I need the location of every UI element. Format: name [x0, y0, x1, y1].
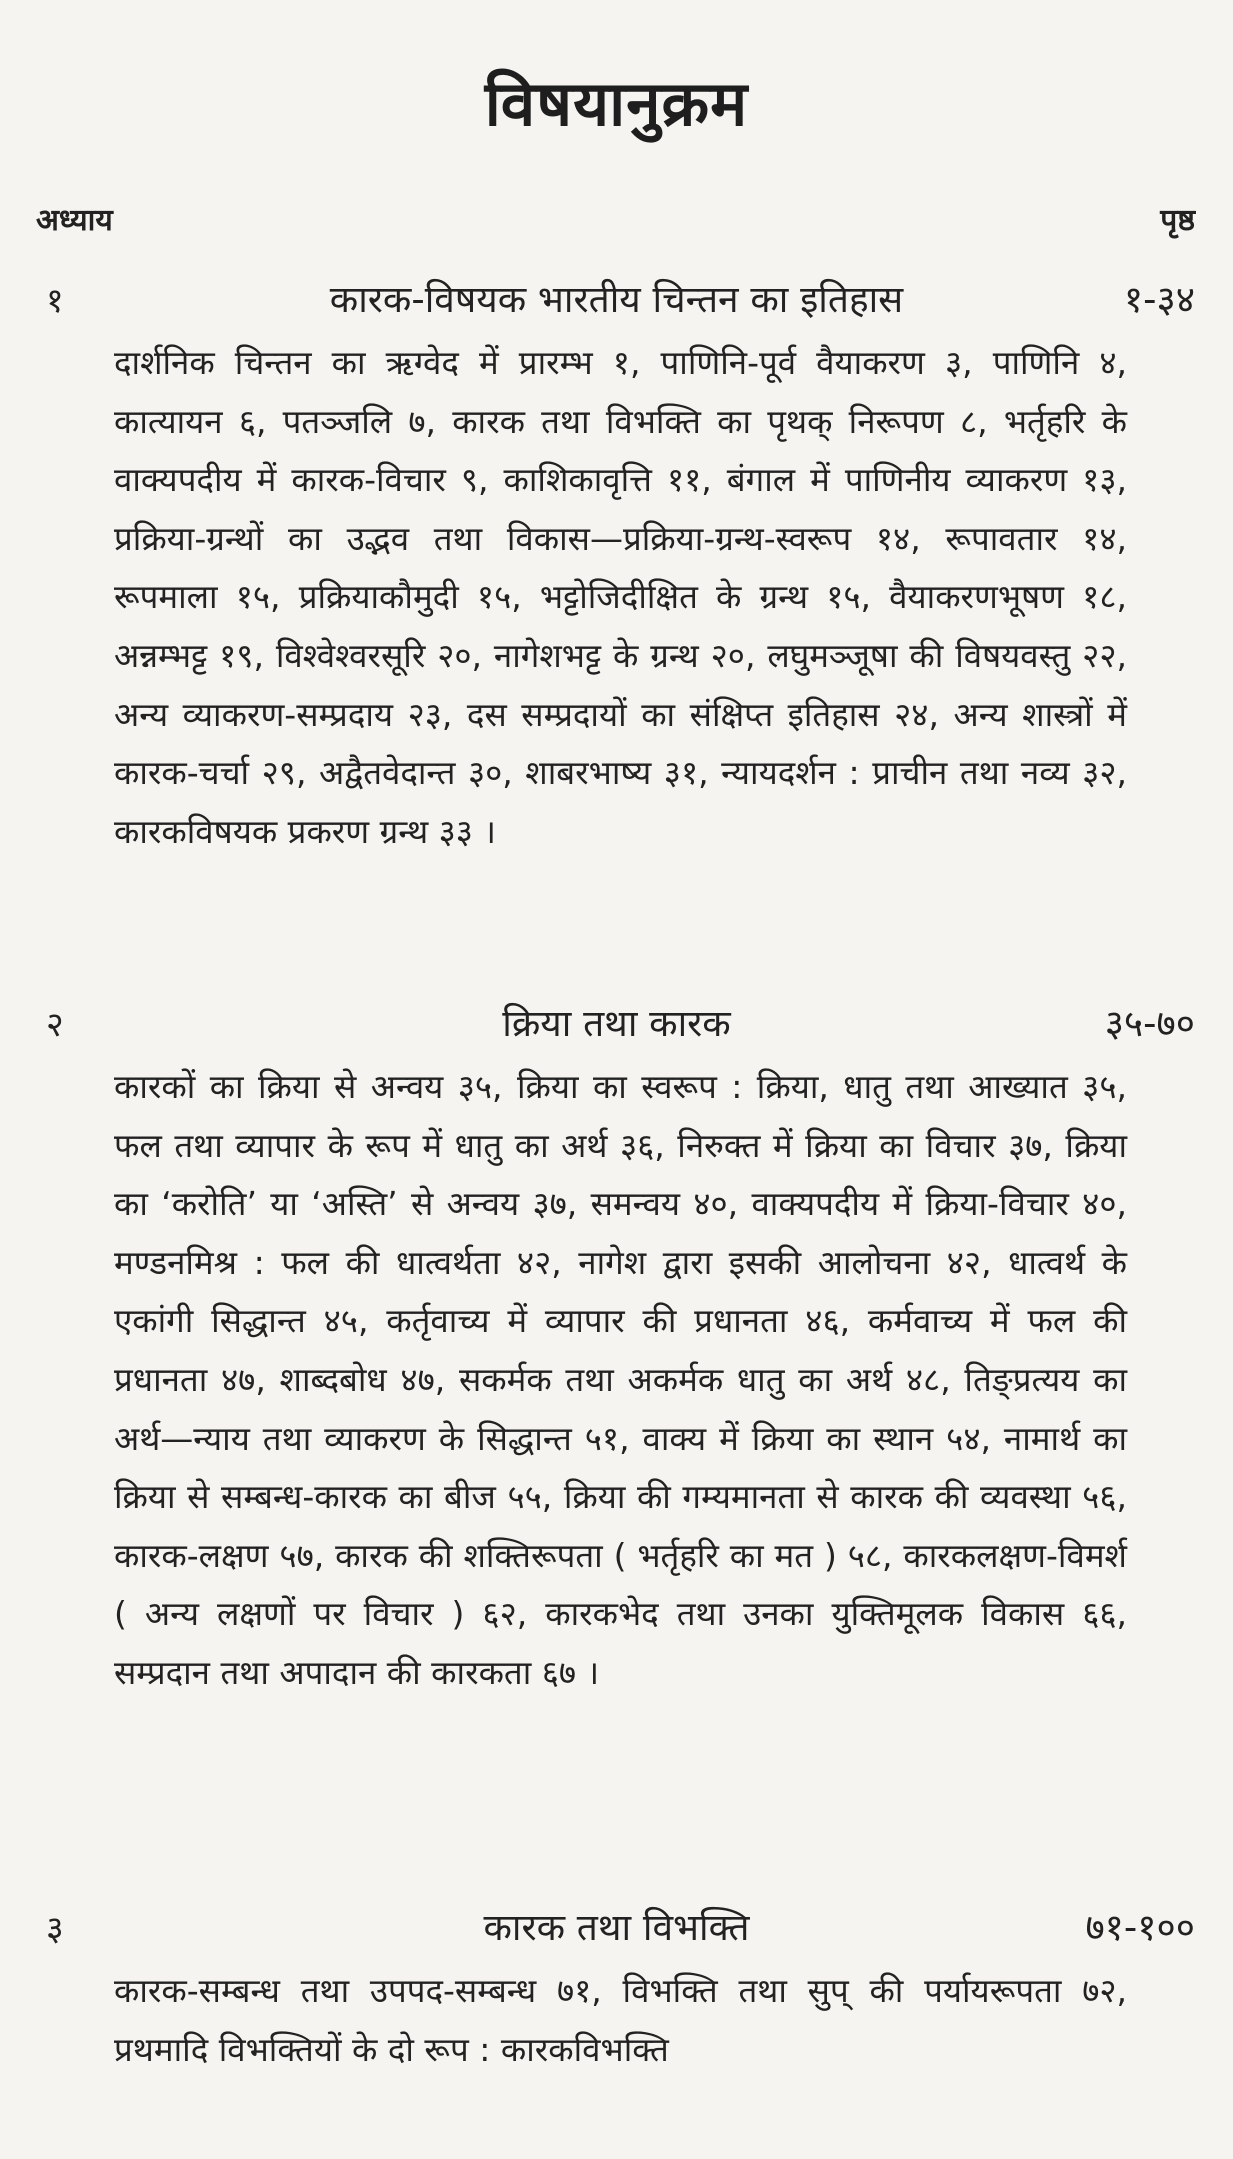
chapter-heading-row [0, 996, 1233, 1058]
chapter-title: कारक तथा विभक्ति [483, 1906, 750, 1949]
chapter-number: २ [46, 1005, 64, 1045]
chapter-entry [0, 1900, 1233, 2079]
chapter-summary: कारकों का क्रिया से अन्वय ३५, क्रिया का स्वरूप : क्रिया, धातु तथा आख्यात ३५, फल तथा व्यापार के रूप में धातु का अर्थ ३६, निरुक्त में क्रिया का विचार ३७, क्रिया का ‘करोति’ या ‘अस्ति’ से अन्वय ३७, समन्वय ४०, वाक्यपदीय में क्रिया-विचार ४०, मण्डनमिश्र : फल की धात्वर्थता ४२, नागेश द्वारा इसकी आलोचना ४२, धात्वर्थ के एकांगी सिद्धान्त ४५, कर्तृवाच्य में व्यापार की प्रधानता ४६, कर्मवाच्य में फल की प्रधानता ४७, शाब्दबोध ४७, सकर्मक तथा अकर्मक धातु का अर्थ ४८, तिङ्प्रत्यय का अर्थ—न्याय तथा व्याकरण के सिद्धान्त ५१, वाक्य में क्रिया का स्थान ५४, नामार्थ का क्रिया से सम्बन्ध-कारक का बीज ५५, क्रिया की गम्यमानता से कारक की व्यवस्था ५६, कारक-लक्षण ५७, कारक की शक्तिरूपता ( भर्तृहरि का मत ) ५८, कारकलक्षण-विमर्श ( अन्य लक्षणों पर विचार ) ६२, कारकभेद तथा उनका युक्तिमूलक विकास ६६, सम्प्रदान तथा अपादान की कारकता ६७ । [114, 1067, 1127, 1692]
chapter-entry [0, 996, 1233, 1703]
chapter-page-range: ३५-७० [1104, 1002, 1195, 1045]
chapter-page-range: १-३४ [1123, 278, 1195, 321]
page-column-header: पृष्ठ [1160, 203, 1195, 238]
chapter-summary: कारक-सम्बन्ध तथा उपपद-सम्बन्ध ७१, विभक्ति तथा सुप् की पर्यायरूपता ७२, प्रथमादि विभक्तियों के दो रूप : कारकविभक्ति [114, 1971, 1127, 2069]
chapter-heading-row [0, 272, 1233, 334]
page-title: विषयानुक्रम [484, 67, 749, 140]
chapter-heading-row [0, 1900, 1233, 1962]
chapter-number: ३ [46, 1909, 64, 1949]
chapter-entry [0, 272, 1233, 861]
chapter-title: कारक-विषयक भारतीय चिन्तन का इतिहास [329, 278, 904, 321]
chapter-number: १ [46, 281, 64, 321]
chapter-column-header: अध्याय [36, 203, 113, 238]
chapter-page-range: ७१-१०० [1085, 1906, 1195, 1949]
chapter-summary: दार्शनिक चिन्तन का ऋग्वेद में प्रारम्भ १, पाणिनि-पूर्व वैयाकरण ३, पाणिनि ४, कात्यायन ६, पतञ्जलि ७, कारक तथा विभक्ति का पृथक् निरूपण ८, भर्तृहरि के वाक्यपदीय में कारक-विचार ९, काशिकावृत्ति ११, बंगाल में पाणिनीय व्याकरण १३, प्रक्रिया-ग्रन्थों का उद्भव तथा विकास—प्रक्रिया-ग्रन्थ-स्वरूप १४, रूपावतार १४, रूपमाला १५, प्रक्रियाकौमुदी १५, भट्टोजिदीक्षित के ग्रन्थ १५, वैयाकरणभूषण १८, अन्नम्भट्ट १९, विश्वेश्वरसूरि २०, नागेशभट्ट के ग्रन्थ २०, लघुमञ्जूषा की विषयवस्तु २२, अन्य व्याकरण-सम्प्रदाय २३, दस सम्प्रदायों का संक्षिप्त इतिहास २४, अन्य शास्त्रों में कारक-चर्चा २९, अद्वैतवेदान्त ३०, शाबरभाष्य ३१, न्यायदर्शन : प्राचीन तथा नव्य ३२, कारकविषयक प्रकरण ग्रन्थ ३३ । [114, 343, 1127, 851]
chapter-title: क्रिया तथा कारक [502, 1002, 731, 1045]
